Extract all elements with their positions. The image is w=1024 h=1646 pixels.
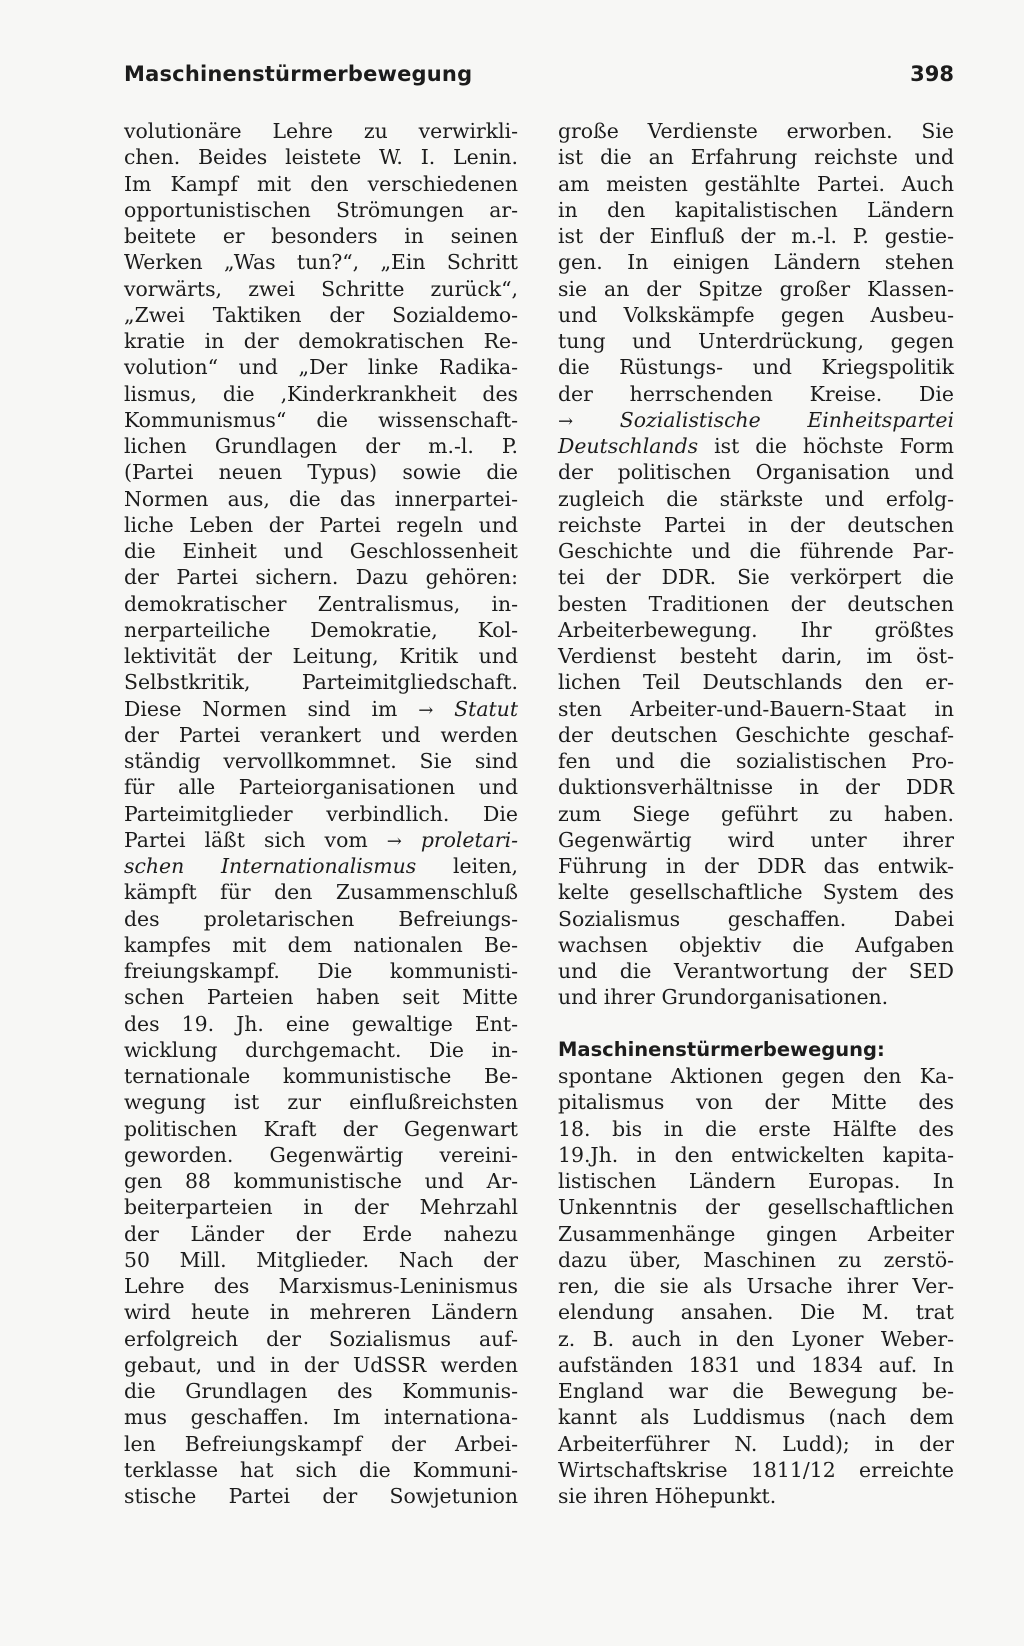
left-column (124, 118, 518, 1509)
text-line: fen und die sozialistischen Pro- (558, 749, 954, 773)
text-line: „Zwei Taktiken der Sozialdemo- (124, 302, 518, 327)
text-line: lektivität der Leitung, Kritik und (124, 644, 518, 668)
text-line (124, 827, 518, 853)
text-line: wachsen objektiv die Aufgaben (558, 932, 954, 957)
text-line: Im Kampf mit den verschiedenen (124, 171, 518, 196)
text-line: des proletarischen Befreiungs- (124, 906, 518, 931)
text-line: politischen Kraft der Gegenwart (124, 1116, 518, 1141)
text-line: schen Parteien haben seit Mitte (124, 985, 518, 1010)
text-line: aufständen 1831 und 1834 auf. In (558, 1352, 954, 1377)
text-line: ist die an Erfahrung reichste und (558, 145, 954, 170)
text-line: Parteimitglieder verbindlich. Die (124, 801, 518, 826)
text-line: und Volkskämpfe gegen Ausbeu- (558, 302, 954, 327)
text-line: Zusammenhänge gingen Arbeiter (558, 1221, 954, 1246)
paragraph-gap (558, 1011, 954, 1037)
text-line: besten Traditionen der deutschen (558, 591, 954, 616)
text-line: sten Arbeiter-und-Bauern-Staat in (558, 696, 954, 721)
text-line: Selbstkritik, Parteimitgliedschaft. (124, 670, 518, 695)
text-line: Werken „Was tun?“, „Ein Schritt (124, 250, 518, 275)
text-line: der Partei sichern. Dazu gehören: (124, 565, 518, 590)
text-line: des 19. Jh. eine gewaltige Ent- (124, 1011, 518, 1036)
text-line: erfolgreich der Sozialismus auf- (124, 1326, 518, 1351)
text-line: 19.Jh. in den entwickelten kapita- (558, 1142, 954, 1167)
text-line: liche Leben der Partei regeln und (124, 512, 518, 537)
text-line: sie ihren Höhepunkt. (558, 1484, 777, 1508)
text-line: spontane Aktionen gegen den Ka- (558, 1064, 954, 1088)
text-line: die Grundlagen des Kommunis- (124, 1379, 518, 1403)
text-line: wegung ist zur einflußreichsten (124, 1090, 518, 1115)
text-line: geworden. Gegenwärtig vereini- (124, 1142, 518, 1167)
text-line: z. B. auch in den Lyoner Weber- (558, 1326, 954, 1351)
text-line: volution“ und „Der linke Radika- (124, 355, 518, 380)
text-line: der herrschenden Kreise. Die (558, 381, 954, 406)
text-line: Gegenwärtig wird unter ihrer (558, 827, 954, 852)
text-run: ist die höchste Form (714, 434, 955, 458)
text-line: terklasse hat sich die Kommuni- (124, 1457, 518, 1482)
text-line: Führung in der DDR das entwik- (558, 854, 954, 878)
text-line: tung und Unterdrückung, gegen (558, 329, 954, 353)
text-line: Arbeiterführer N. Ludd); in der (558, 1431, 954, 1456)
text-line: ren, die sie als Ursache ihrer Ver- (558, 1274, 954, 1298)
text-line: kratie in der demokratischen Re- (124, 329, 518, 353)
text-line: nerparteiliche Demokratie, Kol- (124, 617, 518, 642)
text-line: Geschichte und die führende Par- (558, 539, 954, 563)
text-run: Diese Normen sind im (124, 696, 398, 721)
text-line: der politischen Organisation und (558, 460, 954, 485)
text-line: wicklung durchgemacht. Die in- (124, 1037, 518, 1062)
text-line: volutionäre Lehre zu verwirkli- (124, 119, 518, 143)
text-line: ständig vervollkommnet. Sie sind (124, 749, 518, 773)
cross-reference-arrow-icon: → (558, 410, 574, 432)
text-line: kannt als Luddismus (nach dem (558, 1405, 954, 1430)
text-line: 50 Mill. Mitglieder. Nach der (124, 1247, 518, 1272)
text-line: pitalismus von der Mitte des (558, 1090, 954, 1115)
text-line: tei der DDR. Sie verkörpert die (558, 565, 954, 590)
text-line: kelte gesellschaftliche System des (558, 880, 954, 905)
text-line: in den kapitalistischen Ländern (558, 197, 954, 222)
text-line: lismus, die ‚Kinderkrankheit des (124, 381, 518, 406)
page-number: 398 (910, 62, 954, 86)
text-line: lichen Grundlagen der m.-l. P. (124, 434, 518, 458)
text-line: Arbeiterbewegung. Ihr größtes (558, 617, 954, 642)
text-line: vorwärts, zwei Schritte zurück“, (124, 276, 518, 301)
text-line: Kommunismus“ die wissenschaft- (124, 407, 518, 432)
text-line: England war die Bewegung be- (558, 1379, 954, 1403)
text-line: der deutschen Geschichte geschaf- (558, 722, 954, 747)
text-line: große Verdienste erworben. Sie (558, 119, 954, 143)
text-line: gebaut, und in der UdSSR werden (124, 1352, 518, 1377)
text-line: dazu über, Maschinen zu zerstö- (558, 1247, 954, 1272)
text-line: Normen aus, die das innerpartei- (124, 486, 518, 511)
text-line (558, 407, 954, 433)
text-line: duktionsverhältnisse in der DDR (558, 775, 954, 800)
cross-reference-link[interactable]: Deutschlands (558, 434, 699, 458)
text-line: opportunistischen Strömungen ar- (124, 197, 518, 222)
text-line: Unkenntnis der gesellschaftlichen (558, 1195, 954, 1220)
text-line: sie an der Spitze großer Klassen- (558, 276, 954, 301)
text-line: für alle Parteiorganisationen und (124, 775, 518, 800)
text-line: beiterparteien in der Mehrzahl (124, 1195, 518, 1220)
entry-headword: Maschinenstürmerbewegung: (558, 1037, 885, 1061)
text-line: demokratischer Zentralismus, in- (124, 591, 518, 616)
text-line: die Einheit und Geschlossenheit (124, 539, 518, 563)
text-line: Verdienst besteht darin, im öst- (558, 644, 954, 668)
text-line: der Länder der Erde nahezu (124, 1221, 518, 1246)
text-line: der Partei verankert und werden (124, 722, 518, 747)
text-line: lichen Teil Deutschlands den er- (558, 670, 954, 695)
text-line: wird heute in mehreren Ländern (124, 1300, 518, 1325)
text-line: ternationale kommunistische Be- (124, 1064, 518, 1088)
text-line: len Befreiungskampf der Arbei- (124, 1431, 518, 1456)
text-line: gen. In einigen Ländern stehen (558, 250, 954, 275)
cross-reference-arrow-icon: → (418, 699, 434, 721)
text-line (124, 853, 518, 879)
cross-reference-link[interactable]: schen Internationalismus (124, 854, 417, 878)
text-line: stische Partei der Sowjetunion (124, 1484, 518, 1508)
text-run: leiten, (453, 854, 519, 878)
text-line: zum Siege geführt zu haben. (558, 801, 954, 826)
right-column (558, 118, 954, 1509)
text-line: kämpft für den Zusammenschluß (124, 880, 518, 905)
text-line: Sozialismus geschaffen. Dabei (558, 906, 954, 931)
text-line: listischen Ländern Europas. In (558, 1169, 954, 1193)
text-line: die Rüstungs- und Kriegspolitik (558, 355, 954, 380)
text-line: am meisten gestählte Partei. Auch (558, 171, 954, 196)
text-line (124, 696, 518, 722)
text-line: und die Verantwortung der SED (558, 959, 954, 983)
text-line: 18. bis in die erste Hälfte des (558, 1116, 954, 1141)
cross-reference-link[interactable]: proletari- (420, 827, 518, 852)
text-line: kampfes mit dem nationalen Be- (124, 932, 518, 957)
text-line: reichste Partei in der deutschen (558, 512, 954, 537)
cross-reference-arrow-icon: → (386, 830, 402, 852)
text-line: beitete er besonders in seinen (124, 224, 518, 248)
text-line: chen. Beides leistete W. I. Lenin. (124, 145, 518, 170)
cross-reference-link[interactable]: Statut (454, 696, 519, 721)
text-line: ist der Einfluß der m.-l. P. gestie- (558, 224, 954, 248)
text-line: freiungskampf. Die kommunisti- (124, 959, 518, 983)
text-line: Lehre des Marxismus-Leninismus (124, 1274, 518, 1298)
running-head: Maschinenstürmerbewegung (124, 62, 473, 86)
text-line (558, 433, 954, 459)
text-line: gen 88 kommunistische und Ar- (124, 1169, 518, 1193)
text-line: und ihrer Grundorganisationen. (558, 985, 889, 1010)
text-line: zugleich die stärkste und erfolg- (558, 486, 954, 511)
text-line: elendung ansahen. Die M. trat (558, 1300, 954, 1325)
text-line: mus geschaffen. Im internationa- (124, 1405, 518, 1430)
text-line: Wirtschaftskrise 1811/12 erreichte (558, 1457, 954, 1482)
text-run: Partei läßt sich vom (124, 827, 368, 852)
text-line: (Partei neuen Typus) sowie die (124, 460, 518, 485)
cross-reference-link[interactable]: Sozialistische Einheitspartei (619, 407, 954, 432)
